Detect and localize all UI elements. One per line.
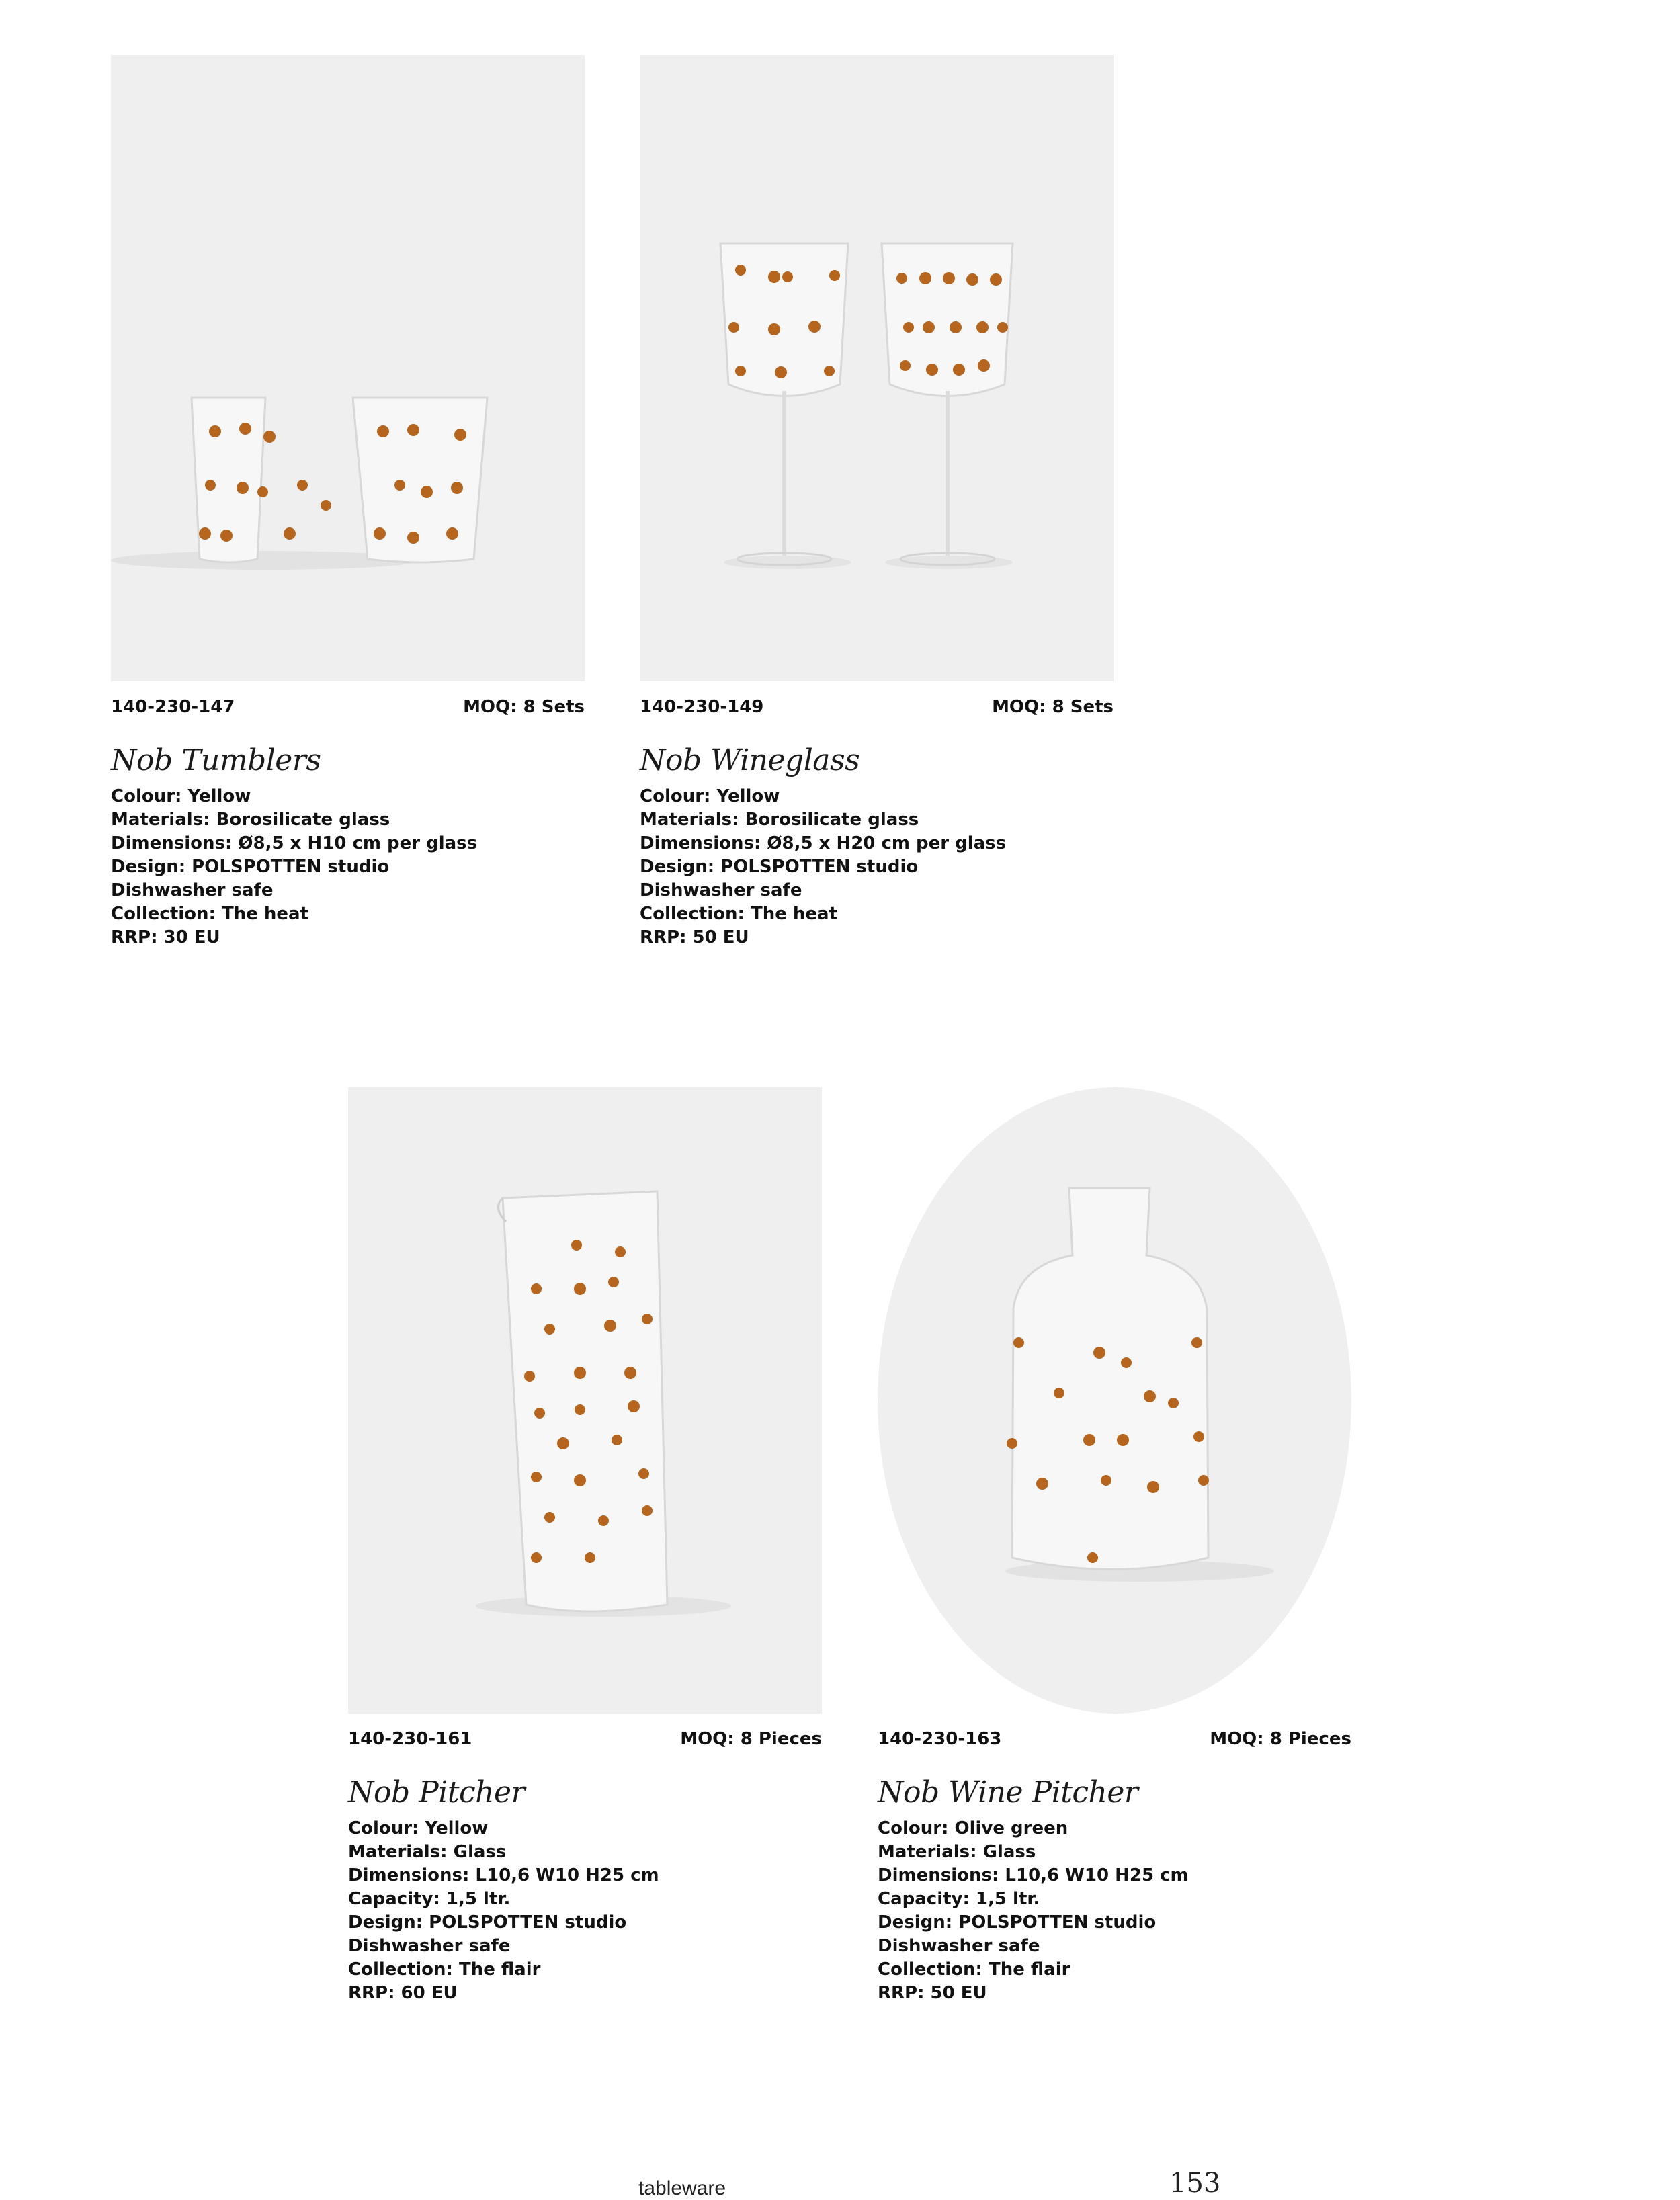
product-photo <box>640 55 1114 681</box>
product-moq: MOQ: 8 Pieces <box>680 1729 822 1749</box>
product-name: Nob Wine Pitcher <box>878 1775 1138 1810</box>
page-number: 153 <box>1169 2168 1221 2199</box>
pitcher-illustration <box>348 1087 822 1714</box>
spec-collection: Collection: The heat <box>640 904 838 924</box>
spec-dimensions: Dimensions: Ø8,5 x H10 cm per glass <box>111 833 478 853</box>
product-specs <box>878 1817 1351 2005</box>
spec-design: Design: POLSPOTTEN studio <box>348 1912 627 1933</box>
product-specs <box>348 1817 822 2005</box>
spec-design: Design: POLSPOTTEN studio <box>878 1912 1157 1933</box>
product-photo <box>111 55 585 681</box>
product-card <box>640 55 1114 949</box>
spec-dishwasher: Dishwasher safe <box>348 1936 511 1956</box>
spec-collection: Collection: The flair <box>878 1959 1070 1980</box>
product-name: Nob Wineglass <box>640 743 860 777</box>
product-photo <box>348 1087 822 1714</box>
product-specs <box>640 785 1114 949</box>
spec-dishwasher: Dishwasher safe <box>878 1936 1040 1956</box>
spec-materials: Materials: Borosilicate glass <box>111 810 390 830</box>
product-code: 140-230-163 <box>878 1729 1002 1749</box>
spec-capacity: Capacity: 1,5 ltr. <box>878 1889 1040 1909</box>
spec-colour: Colour: Olive green <box>878 1818 1068 1838</box>
wine-pitcher-illustration <box>878 1087 1351 1714</box>
product-code: 140-230-161 <box>348 1729 472 1749</box>
product-card <box>348 1087 822 2005</box>
product-meta <box>348 1728 822 1750</box>
spec-materials: Materials: Borosilicate glass <box>640 810 919 830</box>
footer-section-label: tableware <box>638 2177 726 2199</box>
spec-rrp: RRP: 50 EU <box>878 1983 987 2003</box>
spec-collection: Collection: The flair <box>348 1959 541 1980</box>
spec-materials: Materials: Glass <box>878 1842 1036 1862</box>
spec-dimensions: Dimensions: L10,6 W10 H25 cm <box>878 1865 1189 1886</box>
product-card <box>111 55 585 949</box>
spec-dishwasher: Dishwasher safe <box>640 880 802 900</box>
product-code: 140-230-149 <box>640 697 764 717</box>
product-meta <box>640 696 1114 718</box>
spec-design: Design: POLSPOTTEN studio <box>640 857 919 877</box>
spec-dishwasher: Dishwasher safe <box>111 880 274 900</box>
spec-rrp: RRP: 30 EU <box>111 927 220 947</box>
spec-rrp: RRP: 60 EU <box>348 1983 458 2003</box>
spec-capacity: Capacity: 1,5 ltr. <box>348 1889 511 1909</box>
spec-collection: Collection: The heat <box>111 904 309 924</box>
product-code: 140-230-147 <box>111 697 235 717</box>
product-moq: MOQ: 8 Sets <box>463 697 585 717</box>
spec-dimensions: Dimensions: L10,6 W10 H25 cm <box>348 1865 659 1886</box>
product-specs <box>111 785 585 949</box>
product-name: Nob Pitcher <box>348 1775 526 1810</box>
spec-colour: Colour: Yellow <box>348 1818 489 1838</box>
spec-dimensions: Dimensions: Ø8,5 x H20 cm per glass <box>640 833 1007 853</box>
product-moq: MOQ: 8 Pieces <box>1210 1729 1351 1749</box>
product-meta <box>111 696 585 718</box>
spec-colour: Colour: Yellow <box>111 786 251 806</box>
spec-rrp: RRP: 50 EU <box>640 927 749 947</box>
product-photo <box>878 1087 1351 1714</box>
spec-colour: Colour: Yellow <box>640 786 780 806</box>
product-card <box>878 1087 1351 2005</box>
spec-design: Design: POLSPOTTEN studio <box>111 857 390 877</box>
product-name: Nob Tumblers <box>111 743 321 777</box>
product-meta <box>878 1728 1351 1750</box>
tumblers-illustration <box>111 55 585 681</box>
spec-materials: Materials: Glass <box>348 1842 507 1862</box>
wineglass-illustration <box>640 55 1114 681</box>
product-moq: MOQ: 8 Sets <box>992 697 1114 717</box>
